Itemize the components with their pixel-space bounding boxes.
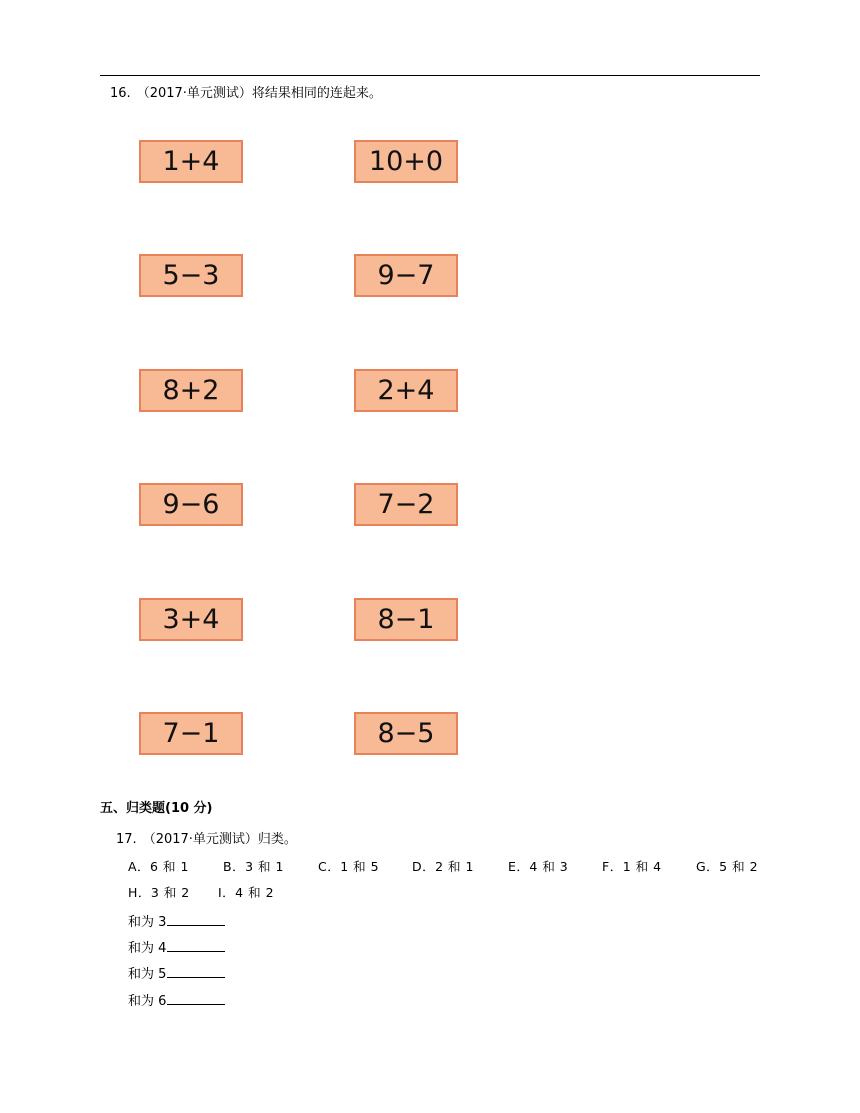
answer-line-sum-6 [128, 991, 225, 1010]
expression-box-right-5[interactable]: 8−1 [354, 598, 458, 641]
question-number: 16. [110, 86, 131, 101]
expression-box-right-3[interactable]: 2+4 [354, 369, 458, 412]
question-16 [110, 86, 382, 102]
option-g: G．5 和 2 [696, 859, 759, 874]
option-d: D．2 和 1 [412, 859, 474, 874]
answer-blank[interactable] [167, 964, 225, 978]
expression-box-right-1[interactable]: 10+0 [354, 140, 458, 183]
expression-box-left-1[interactable]: 1+4 [139, 140, 243, 183]
answer-line-sum-4 [128, 938, 225, 957]
answer-line-sum-5 [128, 964, 225, 983]
question-text: （2017·单元测试）归类。 [142, 832, 297, 847]
answer-label: 和为 4 [128, 941, 167, 956]
option-c: C．1 和 5 [318, 859, 380, 874]
option-b: B．3 和 1 [223, 859, 284, 874]
header-rule [100, 75, 760, 76]
answer-line-sum-3 [128, 912, 225, 931]
question-17 [116, 832, 297, 848]
answer-label: 和为 3 [128, 915, 167, 930]
expression-box-right-4[interactable]: 7−2 [354, 483, 458, 526]
answer-label: 和为 6 [128, 994, 167, 1009]
answer-blank[interactable] [167, 991, 225, 1005]
expression-box-left-3[interactable]: 8+2 [139, 369, 243, 412]
expression-box-left-6[interactable]: 7−1 [139, 712, 243, 755]
question-text: （2017·单元测试）将结果相同的连起来。 [136, 86, 382, 101]
answer-blank[interactable] [167, 912, 225, 926]
expression-box-left-2[interactable]: 5−3 [139, 254, 243, 297]
expression-box-right-6[interactable]: 8−5 [354, 712, 458, 755]
option-i: I．4 和 2 [218, 885, 275, 900]
expression-box-right-2[interactable]: 9−7 [354, 254, 458, 297]
answer-blank[interactable] [167, 938, 225, 952]
option-f: F．1 和 4 [602, 859, 662, 874]
option-e: E．4 和 3 [508, 859, 569, 874]
section-title: 五、归类题(10 分) [100, 801, 213, 816]
question-number: 17. [116, 832, 137, 847]
expression-box-left-4[interactable]: 9−6 [139, 483, 243, 526]
expression-box-left-5[interactable]: 3+4 [139, 598, 243, 641]
option-h: H．3 和 2 [128, 885, 190, 900]
answer-label: 和为 5 [128, 967, 167, 982]
option-a: A．6 和 1 [128, 859, 189, 874]
